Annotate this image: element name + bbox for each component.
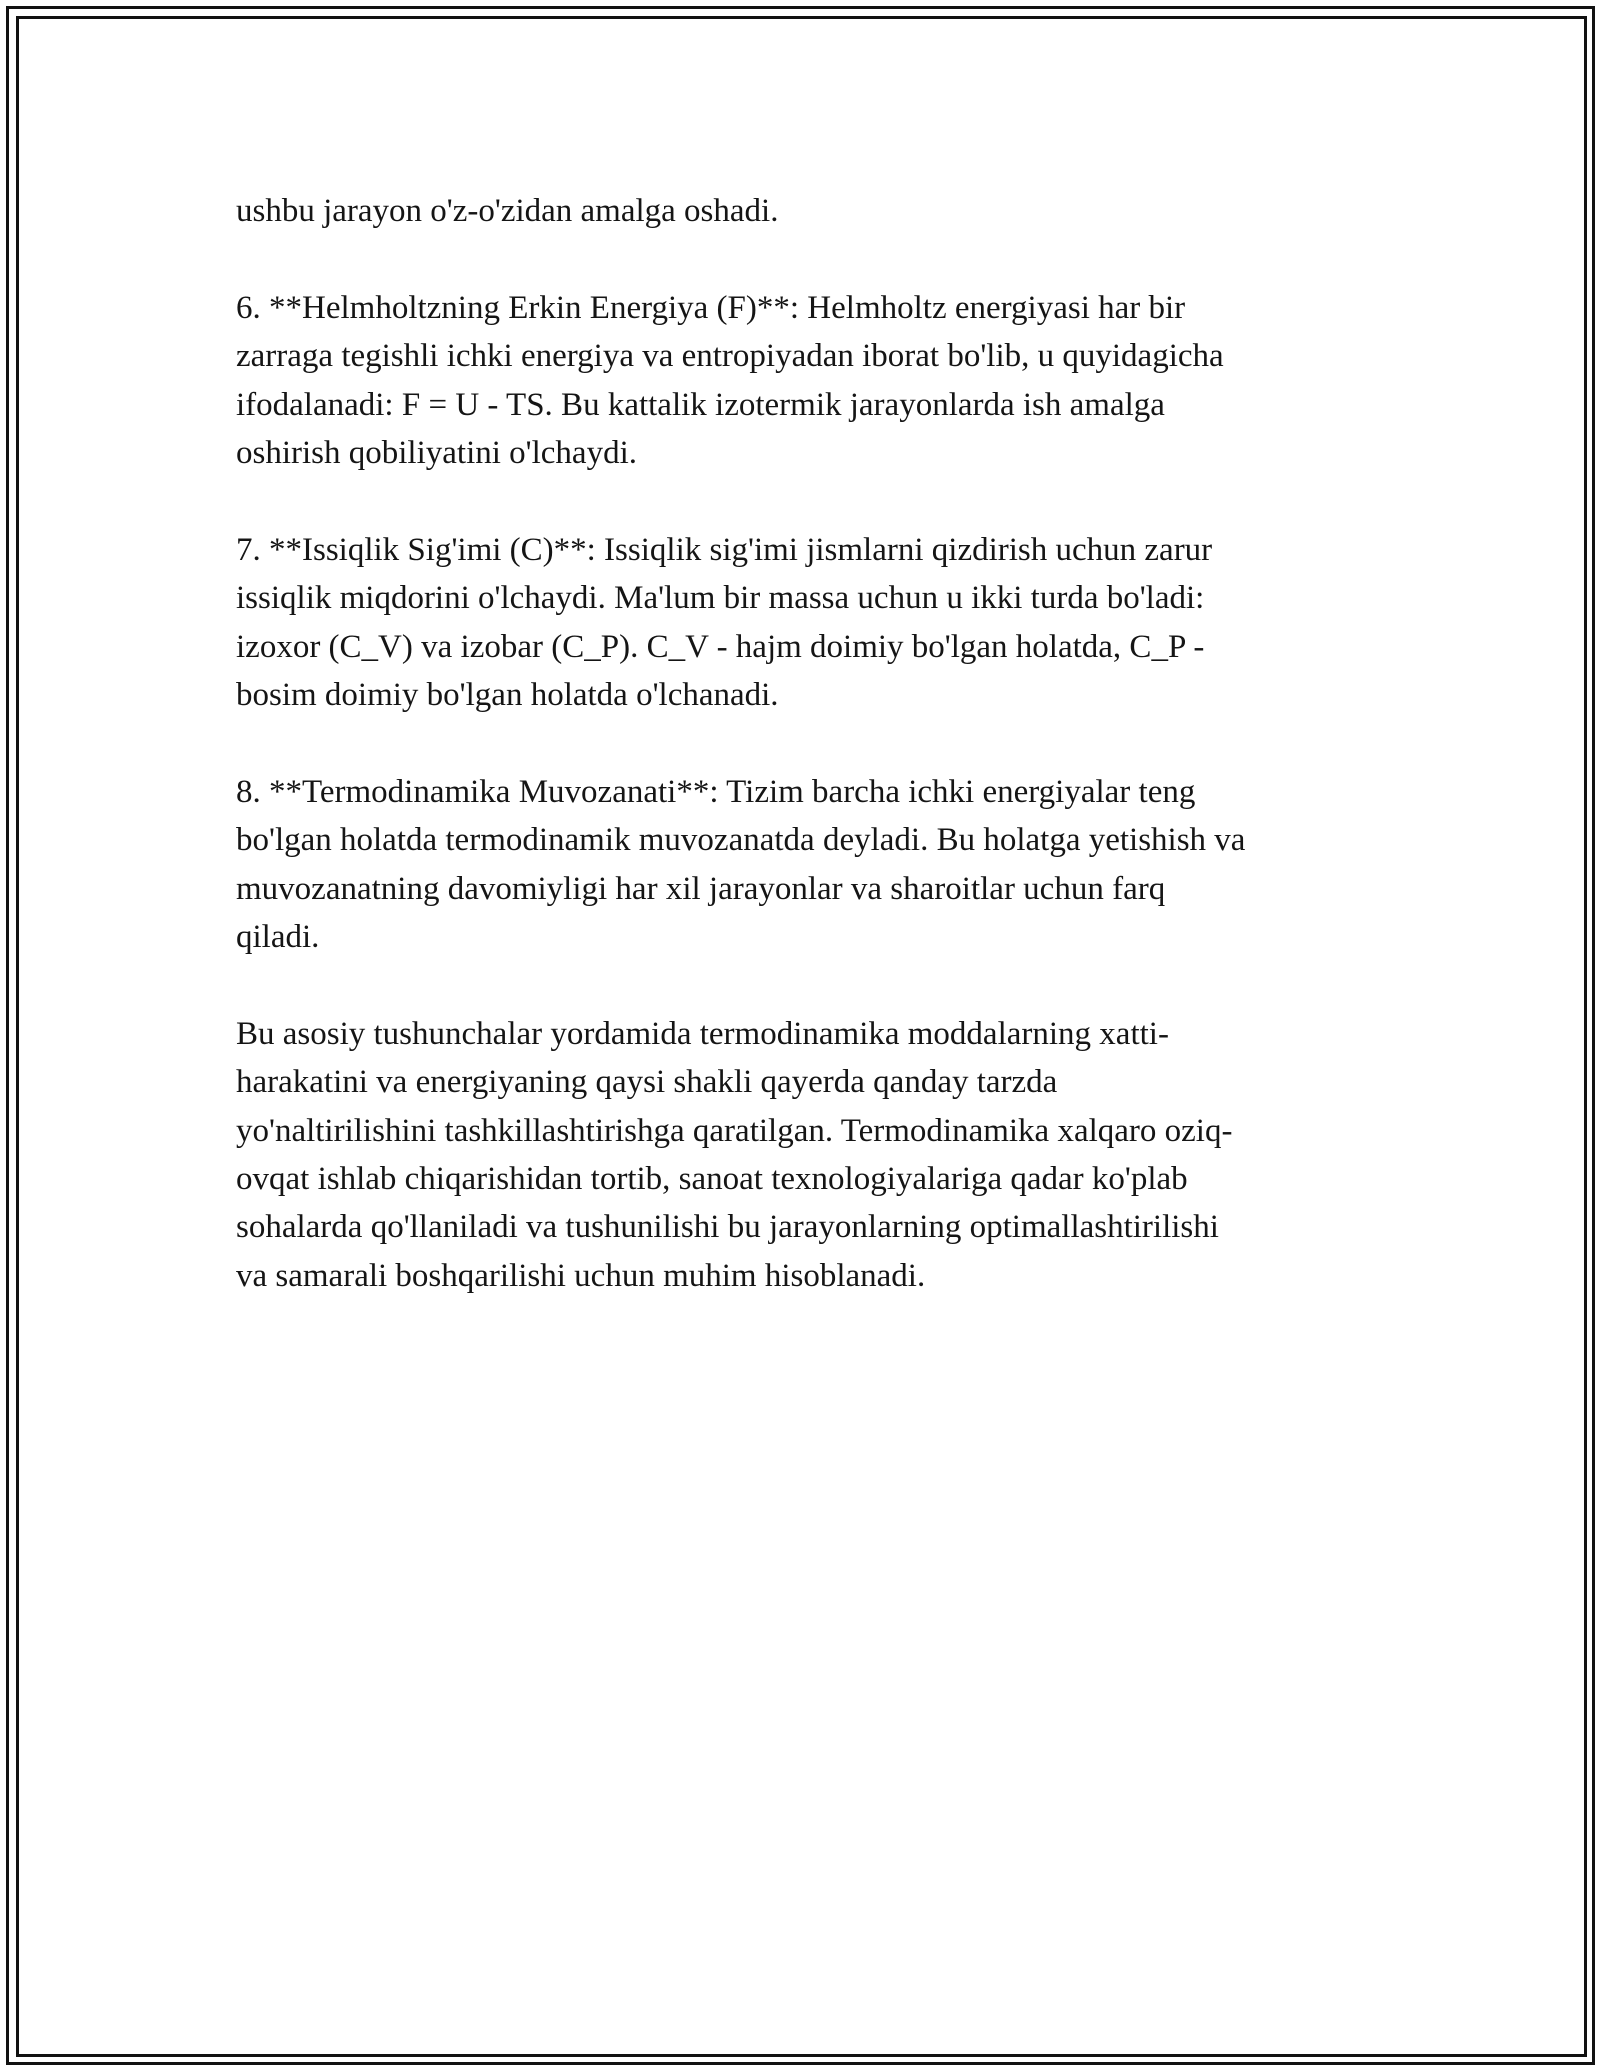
text-line: ovqat ishlab chiqarishidan tortib, sanoat texnologiyalariga qadar ko'plab xyxy=(236,1161,1188,1198)
paragraph-helmholtz xyxy=(236,284,1371,478)
paragraph-heat-capacity xyxy=(236,526,1371,720)
text-line: Bu asosiy tushunchalar yordamida termodinamika moddalarning xatti- xyxy=(236,1015,1169,1052)
text-line: qiladi. xyxy=(236,919,320,956)
paragraph-conclusion xyxy=(236,1010,1371,1300)
text-line: sohalarda qo'llaniladi va tushunilishi bu jarayonlarning optimallashtirilishi xyxy=(236,1209,1219,1246)
text-line: 6. **Helmholtzning Erkin Energiya (F)**: Helmholtz energiyasi har bir xyxy=(236,289,1186,326)
text-line: yo'naltirilishini tashkillashtirishga qaratilgan. Termodinamika xalqaro oziq- xyxy=(236,1112,1233,1149)
text-line: zarraga tegishli ichki energiya va entropiyadan iborat bo'lib, u quyidagicha xyxy=(236,338,1224,375)
text-line: issiqlik miqdorini o'lchaydi. Ma'lum bir massa uchun u ikki turda bo'ladi: xyxy=(236,580,1205,617)
text-line: izoxor (C_V) va izobar (C_P). C_V - hajm doimiy bo'lgan holatda, C_P - xyxy=(236,628,1205,665)
text-line: va samarali boshqarilishi uchun muhim hisoblanadi. xyxy=(236,1257,926,1294)
text-line: bosim doimiy bo'lgan holatda o'lchanadi. xyxy=(236,677,779,714)
text-line: 8. **Termodinamika Muvozanati**: Tizim barcha ichki energiyalar teng xyxy=(236,773,1196,810)
text-line: ushbu jarayon o'z-o'zidan amalga oshadi. xyxy=(236,193,779,229)
paragraph-continuation xyxy=(236,187,1371,235)
text-line: bo'lgan holatda termodinamik muvozanatda deyladi. Bu holatga yetishish va xyxy=(236,822,1246,859)
text-line: harakatini va energiyaning qaysi shakli qayerda qanday tarzda xyxy=(236,1064,1058,1101)
text-line: 7. **Issiqlik Sig'imi (C)**: Issiqlik sig'imi jismlarni qizdirish uchun zarur xyxy=(236,531,1213,568)
text-line: ifodalanadi: F = U - TS. Bu kattalik izotermik jarayonlarda ish amalga xyxy=(236,386,1165,423)
document-body xyxy=(236,187,1371,1349)
text-line: oshirish qobiliyatini o'lchaydi. xyxy=(236,435,637,472)
paragraph-equilibrium xyxy=(236,768,1371,962)
text-line: muvozanatning davomiyligi har xil jarayonlar va sharoitlar uchun farq xyxy=(236,870,1166,907)
